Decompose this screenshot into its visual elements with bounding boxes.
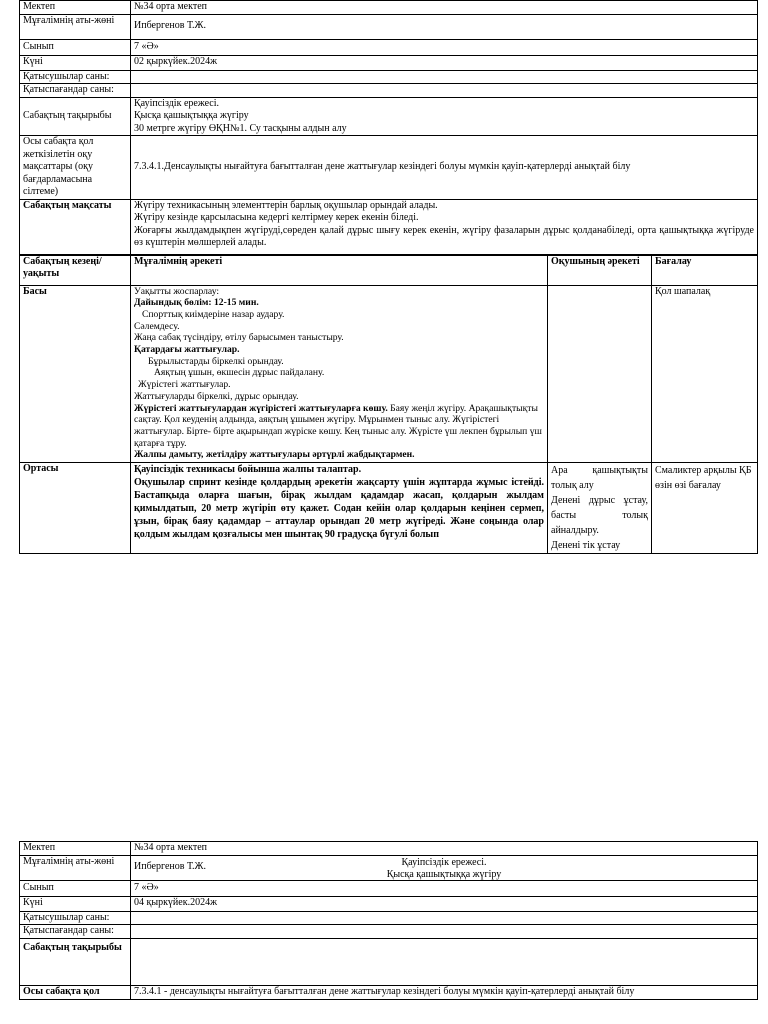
begin-text: Қатардағы жаттығулар.: [134, 344, 240, 356]
aim-line: Жоғарғы жылдамдықпен жүгіруді,сөреден қалай дұрыс шығу керек екенін, жүгіру фазаларын дұрыс қолданабіледі, орта қашықтыққа жүгіруде өз күштерін мөлшерлей алады.: [134, 224, 754, 248]
begin-text: Жалпы дамыту, жетілдіру жаттығулары әртүрлі жабдықтармен.: [134, 449, 415, 461]
begin-teacher-action: [131, 285, 548, 462]
date-value: 02 қыркүйек.2024ж: [131, 55, 758, 70]
date-label: Күні: [20, 55, 131, 70]
stage-middle: Ортасы: [20, 462, 131, 553]
lesson-header-table-2: [19, 841, 758, 1000]
middle-student-text: Денені тік ұстау: [551, 539, 621, 551]
begin-text: Жүрістегі жаттығулардан жүгірістегі жаттығуларға көшу.: [134, 402, 388, 414]
school-value: №34 орта мектеп: [131, 1, 758, 15]
begin-text: Жаттығуларды біркелкі, дұрыс орындау.: [134, 390, 299, 402]
school-label: Мектеп: [20, 842, 131, 856]
begin-student-action: [548, 285, 652, 462]
topic-line: Қысқа қашықтыққа жүгіру: [134, 110, 249, 121]
absent-count-value: [131, 925, 758, 939]
student-action-header: Оқушының әрекеті: [548, 255, 652, 285]
objectives-label: Осы сабақта қол жеткізілетін оқу мақсаттары (оқу бағдарламасына сілтеме): [20, 136, 131, 200]
absent-count-value: [131, 84, 758, 98]
topic-label: Сабақтың тақырыбы: [20, 97, 131, 136]
teacher-label: Мұғалімнің аты-жөні: [20, 14, 131, 39]
date-value: 04 қыркүйек.2024ж: [131, 896, 758, 911]
topic-value: [131, 938, 758, 985]
begin-text: Дайындық бөлім: 12-15 мин.: [134, 297, 259, 309]
teacher-value-text: Ипбергенов Т.Ж.: [134, 861, 207, 873]
objectives-value: 7.3.4.1.Денсаулықты нығайтуға бағытталған дене жаттығулар кезіндегі болуы мүмкін қауіп-қатерлерді анықтай білу: [131, 136, 758, 200]
middle-teacher-action: [131, 462, 548, 553]
topic-line: 30 метрге жүгіру ӨҚН№1. Су тасқыны алдын алу: [134, 122, 347, 134]
teacher-value: Ипбергенов Т.Ж.: [131, 14, 758, 39]
lesson-stages-table: [19, 255, 758, 554]
present-count-value: [131, 911, 758, 925]
middle-student-action: [548, 462, 652, 553]
middle-assessment: Смаликтер арқылы ҚБ өзін өзі бағалау: [652, 462, 758, 553]
assessment-header: Бағалау: [652, 255, 758, 285]
begin-text: Жүрістегі жаттығулар.: [138, 379, 231, 391]
topic-value: [131, 97, 758, 136]
begin-text: Сәлемдесу.: [134, 320, 180, 332]
teacher-value: [131, 855, 758, 880]
begin-text: Уақытты жоспарлау:: [134, 285, 220, 297]
teacher-action-header: Мұғалімнің әрекеті: [131, 255, 548, 285]
lesson-plan-page-2: [19, 841, 757, 1000]
date-label: Күні: [20, 896, 131, 911]
class-label: Сынып: [20, 880, 131, 896]
begin-text: Баяу жеңіл жүгіру. Арақашықтықты сақтау. Қол кеуденің алдында, аяқтың ұшымен жүгіру. Мұрынмен тыныс алу. Жүгірістегі жаттығулар. Бірте- бірте ақырындап жүріске көшу. Кең тыныс алу. Жүрісте үш лекпен бұрылып үш қатарға тұру.: [134, 402, 542, 449]
class-value: 7 «Ә»: [131, 39, 758, 55]
middle-student-text: Ара қашықтықты толық алу: [551, 464, 648, 491]
school-label: Мектеп: [20, 1, 131, 15]
topic-overlay: [131, 857, 757, 882]
middle-student-text: Денені дұрыс ұстау, басты толық айналдыру.: [551, 494, 648, 536]
absent-count-label: Қатыспағандар саны:: [20, 84, 131, 98]
begin-text: Аяқтың ұшын, өкшесін дұрыс пайдалану.: [154, 367, 325, 379]
begin-text: Спорттық киімдеріне назар аудару.: [142, 308, 285, 320]
topic-line: Қауіпсіздік ережесі.: [134, 97, 219, 109]
lesson-plan-page-1: [19, 0, 757, 551]
begin-text: Бұрылыстарды біркелкі орындау.: [148, 355, 284, 367]
topic-overlay-line: Қысқа қашықтыққа жүгіру: [386, 869, 502, 880]
school-value: №34 орта мектеп: [131, 842, 758, 856]
absent-count-label: Қатыспағандар саны:: [20, 925, 131, 939]
teacher-label: Мұғалімнің аты-жөні: [20, 855, 131, 880]
begin-text: Жаңа сабақ түсіндіру, өтілу барысымен таныстыру.: [134, 332, 344, 344]
topic-label: Сабақтың тақырыбы: [20, 938, 131, 985]
stage-header: Сабақтың кезеңі/ уақыты: [20, 255, 131, 285]
lesson-header-table: [19, 0, 758, 255]
present-count-label: Қатысушылар саны:: [20, 911, 131, 925]
aim-line: Жүгіру техникасының элементтерін барлық оқушылар орындай алады.: [134, 199, 438, 211]
middle-text: Қауіпсіздік техникасы бойынша жалпы талаптар.: [134, 463, 362, 475]
middle-text: Оқушылар спринт кезінде қолдардың әрекетін жақсарту үшін жұптарда жұмыс істейді. Бастапқыда оларға шағын, бірақ жылдам қадамдар жасап, қолдарын жылдам қимылдатып, 20 метр жүгіріп өту қажет. Содан кейін олар қолдарын кеңінен сермеп, ұзын, бірақ баяу қадамдар – аттаулар орындап 20 метр жүгіреді. Және соңында олар қолдым жылдам қозғалысы мен шынтақ 90 градусқа бүгулі болып: [134, 476, 544, 540]
aim-label: Сабақтың мақсаты: [20, 199, 131, 254]
stage-begin: Басы: [20, 285, 131, 462]
aim-line: Жүгіру кезінде қарсыласына кедергі келтірмеу керек екенін біледі.: [134, 212, 419, 223]
objectives-value: 7.3.4.1 - денсаулықты нығайтуға бағытталған дене жаттығулар кезіндегі болуы мүмкін қауіп-қатерлерді анықтай білу: [131, 985, 758, 999]
class-value: 7 «Ә»: [131, 880, 758, 896]
begin-assessment: Қол шапалақ: [652, 285, 758, 462]
lesson-stages-clip: [19, 255, 757, 551]
present-count-value: [131, 70, 758, 84]
objectives-label: Осы сабақта қол: [20, 985, 131, 999]
class-label: Сынып: [20, 39, 131, 55]
topic-overlay-line: Қауіпсіздік ережесі.: [401, 856, 487, 868]
present-count-label: Қатысушылар саны:: [20, 70, 131, 84]
aim-value: [131, 199, 758, 254]
